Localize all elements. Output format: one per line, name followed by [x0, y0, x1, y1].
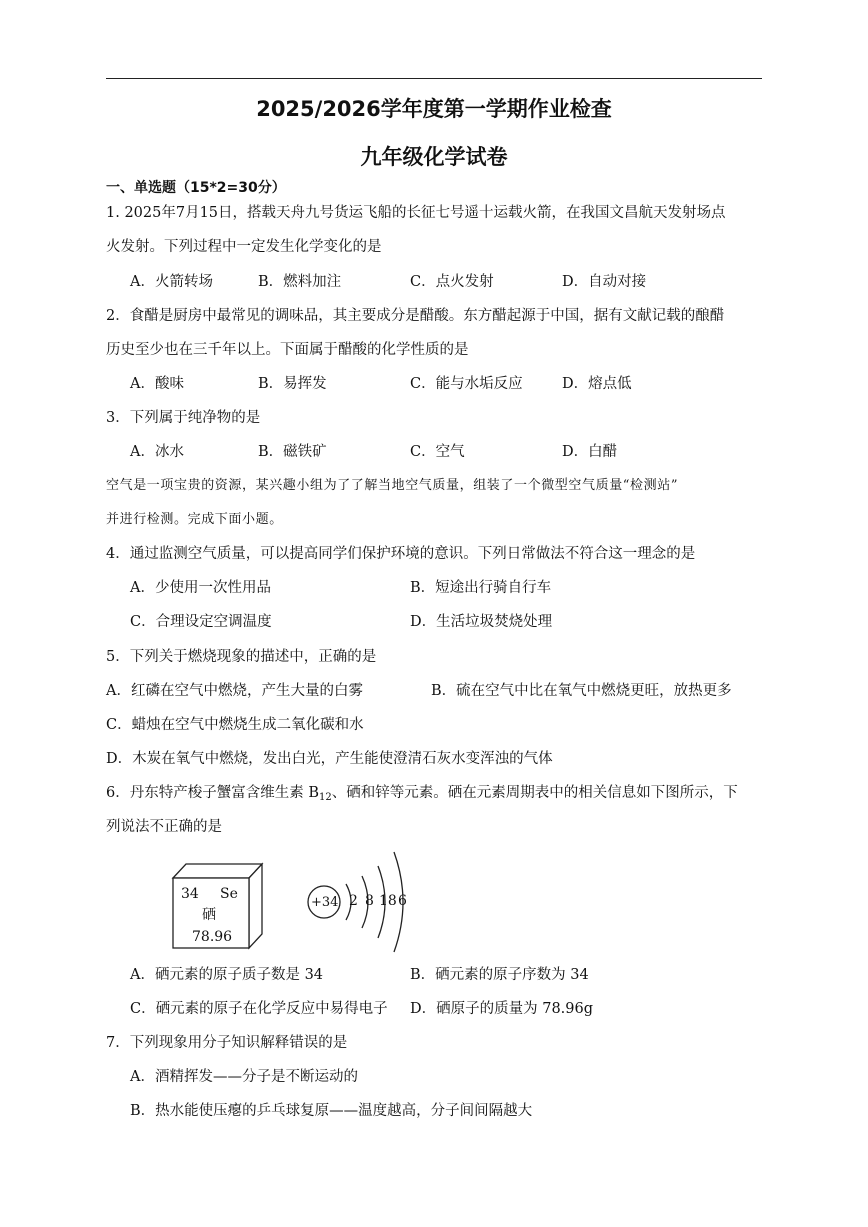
q7-option-b: B．热水能使压瘪的乒乓球复原——温度越高，分子间间隔越大: [130, 1103, 533, 1119]
q6-option-c: C．硒元素的原子在化学反应中易得电子: [130, 1001, 388, 1017]
q6-option-b: B．硒元素的原子序数为 34: [410, 967, 589, 983]
q5-option-d: D．木炭在氧气中燃烧，发出白光，产生能使澄清石灰水变浑浊的气体: [106, 751, 553, 767]
shell-2-electrons: 8: [365, 893, 374, 909]
q3-option-a: A．冰水: [130, 444, 184, 460]
section-heading: 一、单选题（15*2=30分）: [106, 180, 286, 196]
header-rule: [106, 78, 762, 79]
shell-1-electrons: 2: [349, 893, 358, 909]
q1-option-d: D．自动对接: [562, 274, 647, 290]
q4-option-d: D．生活垃圾焚烧处理: [410, 614, 553, 630]
question-2-text-cont: 历史至少也在三千年以上。下面属于醋酸的化学性质的是: [106, 342, 469, 358]
q3-option-d: D．白醋: [562, 444, 618, 460]
q2-option-d: D．熔点低: [562, 376, 632, 392]
element-number: 34: [181, 886, 199, 902]
shell-3-electrons: 18: [379, 893, 397, 909]
q6-option-a: A．硒元素的原子质子数是 34: [130, 967, 324, 983]
q4-option-b: B．短途出行骑自行车: [410, 580, 552, 596]
q4-option-a: A．少使用一次性用品: [130, 580, 271, 596]
question-5-text: 5．下列关于燃烧现象的描述中，正确的是: [106, 649, 377, 665]
exam-subtitle: 九年级化学试卷: [360, 145, 508, 169]
question-1-text: 1. 2025年7月15日，搭载天舟九号货运飞船的长征七号遥十运载火箭，在我国文昌航天发射场点: [106, 205, 726, 221]
shell-4-electrons: 6: [398, 893, 407, 909]
q3-option-b: B．磁铁矿: [258, 444, 327, 460]
q4-option-c: C．合理设定空调温度: [130, 614, 272, 630]
question-3-text: 3．下列属于纯净物的是: [106, 410, 261, 426]
exam-title: 2025/2026学年度第一学期作业检查: [256, 97, 612, 121]
q7-option-a: A．酒精挥发——分子是不断运动的: [130, 1069, 358, 1085]
element-mass: 78.96: [192, 929, 233, 945]
q1-option-b: B．燃料加注: [258, 274, 342, 290]
question-6-text-cont: 列说法不正确的是: [106, 819, 222, 835]
q6-option-d: D．硒原子的质量为 78.96g: [410, 1001, 594, 1017]
q2-option-c: C．能与水垢反应: [410, 376, 523, 392]
q5-option-b: B．硫在空气中比在氧气中燃烧更旺，放热更多: [431, 683, 732, 699]
reading-passage: 空气是一项宝贵的资源，某兴趣小组为了了解当地空气质量，组装了一个微型空气质量“检测站”: [106, 478, 679, 493]
question-6-text: 6．丹东特产梭子蟹富含维生素 $B_{12}$、硒和锌等元素。硒在元素周期表中的相关信息如下图所示，下: [106, 785, 738, 803]
atom-nucleus-label: +34: [311, 895, 339, 910]
q3-option-c: C．空气: [410, 444, 465, 460]
q5-option-c: C．蜡烛在空气中燃烧生成二氧化碳和水: [106, 717, 364, 733]
question-2-text: 2．食醋是厨房中最常见的调味品，其主要成分是醋酸。东方醋起源于中国，据有文献记载的酿醋: [106, 308, 725, 324]
question-7-text: 7．下列现象用分子知识解释错误的是: [106, 1035, 348, 1051]
reading-passage-cont: 并进行检测。完成下面小题。: [106, 512, 283, 527]
question-1-text-cont: 火发射。下列过程中一定发生化学变化的是: [106, 239, 382, 255]
q1-option-a: A．火箭转场: [130, 274, 213, 290]
element-name: 硒: [202, 907, 216, 923]
q2-option-b: B．易挥发: [258, 376, 327, 392]
question-4-text: 4．通过监测空气质量，可以提高同学们保护环境的意识。下列日常做法不符合这一理念的是: [106, 546, 696, 562]
q1-option-c: C．点火发射: [410, 274, 494, 290]
element-symbol: Se: [220, 886, 238, 902]
q5-option-a: A．红磷在空气中燃烧，产生大量的白雾: [106, 683, 363, 699]
q2-option-a: A．酸味: [130, 376, 184, 392]
